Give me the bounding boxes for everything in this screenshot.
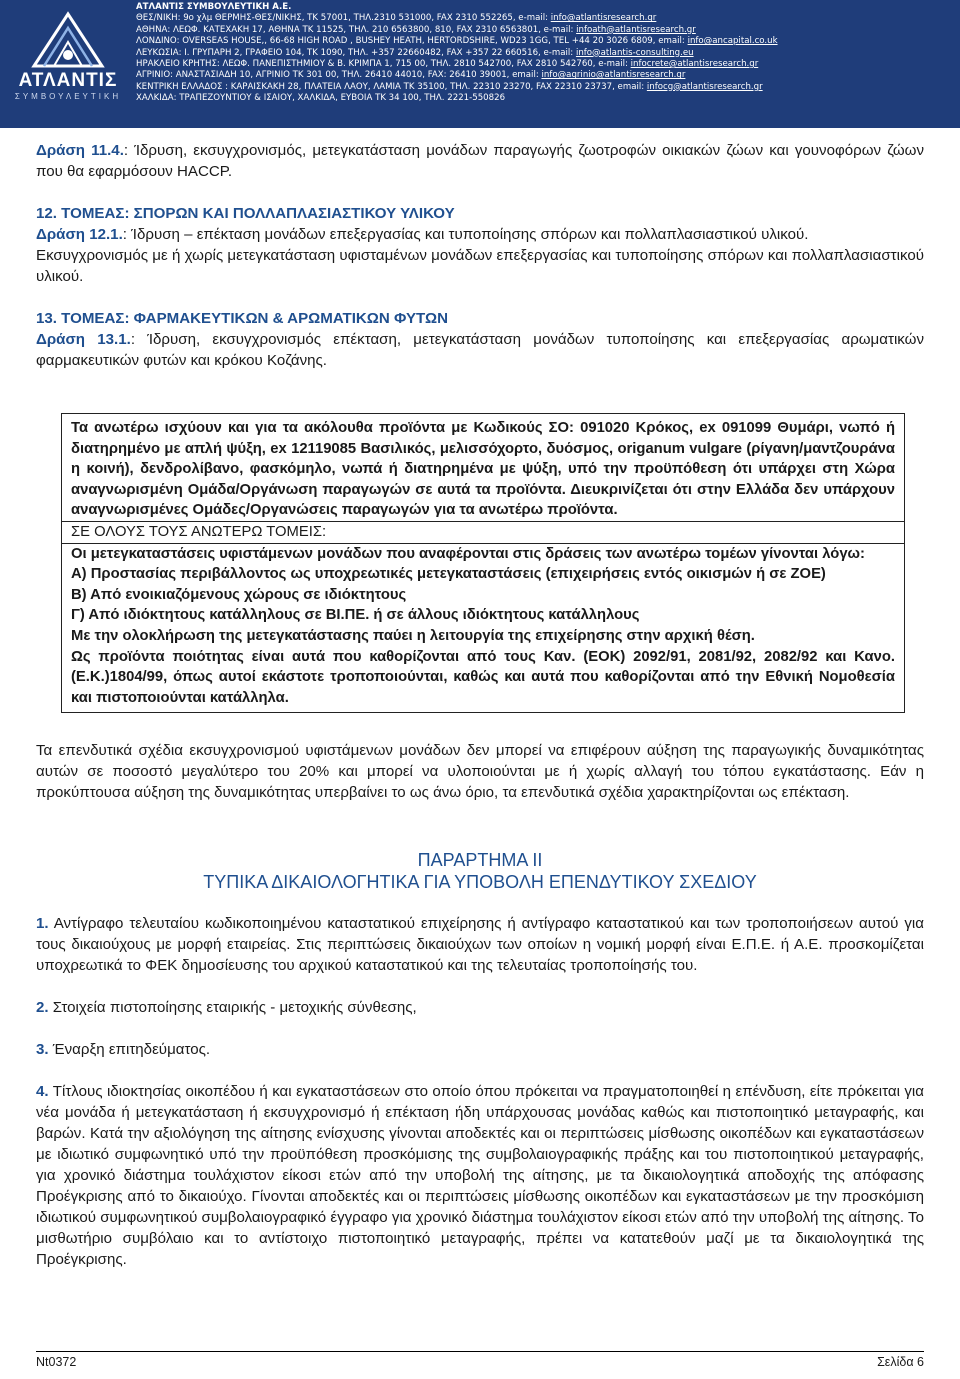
contact-line bbox=[136, 93, 954, 104]
document-body bbox=[36, 140, 924, 371]
action-12-1-extra: Εκσυγχρονισμός με ή χωρίς μετεγκατάσταση υφισταμένων μονάδων επεξεργασίας και τυποποίησης σπόρων και πολλαπλασιαστικού υλικού. bbox=[36, 247, 924, 285]
annex-item bbox=[36, 1039, 924, 1060]
email-link[interactable]: infocg@atlantisresearch.gr bbox=[646, 81, 763, 92]
email-link[interactable]: info@ancapital.co.uk bbox=[687, 36, 778, 47]
item-text: Στοιχεία πιστοποίησης εταιρικής - μετοχικής σύνθεσης, bbox=[48, 999, 417, 1016]
contact-line bbox=[136, 25, 954, 36]
email-link[interactable]: info@agrinio@atlantisresearch.gr bbox=[541, 70, 686, 81]
relocation-reason-b: Β) Από ενοικιαζόμενους χώρους σε ιδιόκτητους bbox=[71, 586, 407, 603]
footer-divider bbox=[36, 1351, 924, 1352]
contact-text: ΗΡΑΚΛΕΙΟ ΚΡΗΤΗΣ: ΛΕΩΦ. ΠΑΝΕΠΙΣΤΗΜΙΟΥ & Β. ΚΡΙΜΠΑ 1, 715 00, ΤΗΛ. 2810 542700, FAX 2810 542760, e-mail: bbox=[136, 58, 631, 69]
logo-name: ΑΤΛΑΝΤΙΣ bbox=[18, 70, 118, 91]
contact-line bbox=[136, 36, 954, 47]
relocation-reason-a: Α) Προστασίας περιβάλλοντος ως υποχρεωτικές μετεγκαταστάσεις (επιχειρήσεις εντός οικισμών ή σε ΖΟΕ) bbox=[71, 566, 826, 583]
all-sectors-text: ΣΕ ΟΛΟΥΣ ΤΟΥΣ ΑΝΩΤΕΡΩ ΤΟΜΕΙΣ: bbox=[71, 523, 327, 540]
contact-text: ΘΕΣ/ΝΙΚΗ: 9ο χλμ ΘΕΡΜΗΣ-ΘΕΣ/ΝΙΚΗΣ, ΤΚ 57001, ΤΗΛ.2310 531000, FAX 2310 552265, e-mail: bbox=[136, 13, 551, 24]
item-text: Τίτλους ιδιοκτησίας οικοπέδου ή και εγκαταστάσεων στο οποίο όπου πρόκειται να πραγματοποιηθεί η επένδυση, είτε πρόκειται για νέα μονάδα ή μετεγκατάσταση ή εκσυγχρονισμό ή επέκταση ήδη υπάρχουσας μονάδας καθώς και πιστοποιητικό μεταγραφής, και βαρών. Κατά την αξιολόγηση της αίτησης ενίσχυσης γίνονται αποδεκτές και οι περιπτώσεις μίσθωσης οικοπέδων και εγκαταστάσεων με ιδιωτικό συμφωνητικό υπό την προϋπόθεση προσκόμισης της συμβολαιογραφικής πράξης και του πιστοποιητικού μεταγραφής, για χρονικό διάστημα τουλάχιστον είκοσι ετών από την υποβολή της αίτησης, με τα δικαιολογητικά αποδοχής της απόφασης Προέγκρισης από το δικαιούχο. Γίνονται αποδεκτές και οι περιπτώσεις μίσθωσης οικοπέδων και εγκαταστάσεων με την προσκόμιση ιδιωτικού συμφωνητικού συμβολαιογραφικό έγγραφο για χρονικό διάστημα τουλάχιστον είκοσι ετών από την υποβολή της αίτησης. Το μισθωτήριο συμβόλαιο και το αντίστοιχο πιστοποιητικό μεταγραφής, πρέπει να κατατεθούν μαζί με τα δικαιολογητικά της Προέγκρισης. bbox=[36, 1083, 924, 1268]
relocation-intro: Οι μετεγκαταστάσεις υφιστάμενων μονάδων που αναφέρονται στις δράσεις των ανωτέρω τομέων γίνονται λόγω: bbox=[71, 545, 865, 562]
action-text: : Ίδρυση, εκσυγχρονισμός επέκταση, μετεγκατάσταση μονάδων τυποποίησης και επεξεργασίας αρωματικών φαρμακευτικών φυτών και κρόκου Κοζάνης. bbox=[36, 331, 924, 369]
item-number: 2. bbox=[36, 999, 49, 1016]
item-text: Έναρξη επιτηδεύματος. bbox=[48, 1041, 211, 1058]
action-12-1 bbox=[36, 224, 924, 245]
letterhead bbox=[0, 0, 960, 128]
action-11-4 bbox=[36, 140, 924, 182]
relocation-completion: Με την ολοκλήρωση της μετεγκατάστασης παύει η λειτουργία της επιχείρησης στην αρχική θέση. bbox=[71, 627, 755, 644]
page-footer bbox=[36, 1355, 924, 1369]
sector-13-title: 13. ΤΟΜΕΑΣ: ΦΑΡΜΑΚΕΥΤΙΚΩΝ & ΑΡΩΜΑΤΙΚΩΝ ΦΥΤΩΝ bbox=[36, 310, 448, 327]
email-link[interactable]: info@atlantis-consulting.eu bbox=[575, 47, 694, 58]
logo-mark-icon bbox=[14, 8, 122, 72]
relocation-reason-c: Γ) Από ιδιόκτητους κατάλληλους σε ΒΙ.ΠΕ. ή σε άλλους ιδιόκτητους κατάλληλους bbox=[71, 607, 640, 624]
document-body-continued bbox=[36, 740, 924, 1270]
action-label: Δράση 13.1. bbox=[36, 331, 131, 348]
item-text: Αντίγραφο τελευταίου κωδικοποιημένου καταστατικού επιχείρησης ή αντίγραφο καταστατικού και των τροποποιήσεων αυτού για τους δικαιούχους με μορφή εταιρείας. Στις περιπτώσεις δικαιούχων των οποίων η νομική μορφή είναι Ε.Π.Ε. ή Α.Ε. προσκομίζεται υποχρεωτικά το ΦΕΚ δημοσίευσης του αρχικού καταστατικού και της τελευταίας τροποποίησής του. bbox=[36, 915, 924, 974]
email-link[interactable]: infoath@atlantisresearch.gr bbox=[576, 24, 696, 35]
annex-title: ΠΑΡΑΡΤΗΜΑ ΙΙ bbox=[417, 850, 543, 870]
action-13-1 bbox=[36, 329, 924, 371]
annex-item bbox=[36, 1081, 924, 1270]
email-link[interactable]: infocrete@atlantisresearch.gr bbox=[630, 58, 759, 69]
contact-line bbox=[136, 82, 954, 93]
sector-12-title: 12. ΤΟΜΕΑΣ: ΣΠΟΡΩΝ ΚΑΙ ΠΟΛΛΑΠΛΑΣΙΑΣΤΙΚΟΥ ΥΛΙΚΟΥ bbox=[36, 205, 455, 222]
contact-line bbox=[136, 48, 954, 59]
quality-products: Ως προϊόντα ποιότητας είναι αυτά που καθορίζονται από τους Καν. (ΕΟΚ) 2092/91, 2081/92, 2082/92 και Κανο. (Ε.Κ.)1804/99, όπως αυτοί εκάστοτε τροποποιούνται, καθώς και αυτά που καθορίζονται από την Εθνική Νομοθεσία και πιστοποιούνται κατάλληλα. bbox=[71, 648, 895, 706]
contact-text: ΚΕΝΤΡΙΚΗ ΕΛΛΑΔΟΣ : ΚΑΡΑΙΣΚΑΚΗ 28, ΠΛΑΤΕΙΑ ΛΑΟΥ, ΛΑΜΙΑ ΤΚ 35100, ΤΗΛ. 22310 23270, FAX 22310 23737, email: bbox=[136, 81, 647, 92]
contact-text: ΑΘΗΝΑ: ΛΕΩΦ. ΚΑΤΕΧΑΚΗ 17, ΑΘΗΝΑ ΤΚ 11525, ΤΗΛ. 210 6563800, 810, FAX 2310 6563801, e-mail: bbox=[136, 24, 577, 35]
contact-line bbox=[136, 59, 954, 70]
action-label: Δράση 11.4. bbox=[36, 142, 124, 159]
action-text: : Ίδρυση – επέκταση μονάδων επεξεργασίας και τυποποίησης σπόρων και πολλαπλασιαστικού υλικού. bbox=[122, 226, 809, 243]
annex-item bbox=[36, 997, 924, 1018]
action-label: Δράση 12.1. bbox=[36, 226, 123, 243]
capacity-paragraph: Τα επενδυτικά σχέδια εκσυγχρονισμού υφιστάμενων μονάδων δεν μπορεί να επιφέρουν αύξηση της παραγωγικής δυναμικότητας αυτών σε ποσοστό μεγαλύτερο του 20% και μπορεί να υλοποιούνται με ή χωρίς αλλαγή του τόπου εγκατάστασης. Εάν η προκύπτουσα αύξηση της δυναμικότητας υπερβαίνει το ως άνω όριο, τα επενδυτικά σχέδια χαρακτηρίζονται ως επέκταση. bbox=[36, 742, 924, 801]
company-name: ΑΤΛΑΝΤΙΣ ΣΥΜΒΟΥΛΕΥΤΙΚΗ Α.Ε. bbox=[136, 2, 292, 12]
annex-item bbox=[36, 913, 924, 976]
contact-line bbox=[136, 13, 954, 24]
action-text: : Ίδρυση, εκσυγχρονισμός, μετεγκατάσταση μονάδων παραγωγής ζωοτροφών οικιακών ζώων και γουνοφόρων ζώων που θα εφαρμόσουν HACCP. bbox=[36, 142, 924, 180]
contact-text: ΧΑΛΚΙΔΑ: ΤΡΑΠΕΖΟΥΝΤΙΟΥ & ΙΣΑΙΟΥ, ΧΑΛΚΙΔΑ, ΕΥΒΟΙΑ ΤΚ 34 100, ΤΗΛ. 2221-550826 bbox=[136, 93, 506, 104]
contact-text: ΛΟΝΔΙΝΟ: OVERSEAS HOUSE,, 66-68 HIGH ROAD , BUSHEY HEATH, HERTORDSHIRE, WD23 1GG, TEL +44 20 3026 6809, email: bbox=[136, 36, 688, 47]
contact-line bbox=[136, 70, 954, 81]
email-link[interactable]: info@atlantisresearch.gr bbox=[550, 13, 657, 24]
item-number: 4. bbox=[36, 1083, 49, 1100]
contact-text: ΛΕΥΚΩΣΙΑ: Ι. ΓΡΥΠΑΡΗ 2, ΓΡΑΦΕΙΟ 104, ΤΚ 1090, ΤΗΛ. +357 22660482, FAX +357 22 660516, e-mail: bbox=[136, 47, 576, 58]
document-code: Nt0372 bbox=[36, 1355, 77, 1369]
item-number: 3. bbox=[36, 1041, 49, 1058]
item-number: 1. bbox=[36, 915, 49, 932]
all-sectors-heading bbox=[62, 521, 904, 544]
products-note-box bbox=[61, 413, 905, 713]
page-number: Σελίδα 6 bbox=[877, 1355, 924, 1369]
products-paragraph: Τα ανωτέρω ισχύουν και για τα ακόλουθα προϊόντα με Κωδικούς ΣΟ: 091020 Κρόκος, ex 091099 Θυμάρι, νωπό ή διατηρημένο με απλή ψύξη, ex 12119085 Βασιλικός, μελισσόχορτο, δυόσμος, origanum vulgare (ρίγανη/μαντζουράνα η κοινή), δενδρολίβανο, φασκόμηλο, νωπά ή διατηρημένα με ψύξη, υπό την προϋπόθεση ότι υπάρχει στη Χώρα αναγνωρισμένη Ομάδα/Οργάνωση παραγωγών σε αυτά τα προϊόντα. Διευκρινίζεται ότι στην Ελλάδα δεν υπάρχουν αναγνωρισμένες Ομάδες/Οργανώσεις παραγωγών για τα ανωτέρω προϊόντα. bbox=[71, 420, 895, 519]
annex-subtitle: ΤΥΠΙΚΑ ΔΙΚΑΙΟΛΟΓΗΤΙΚΑ ΓΙΑ ΥΠΟΒΟΛΗ ΕΠΕΝΔΥΤΙΚΟΥ ΣΧΕΔΙΟΥ bbox=[203, 872, 757, 892]
logo-tagline: ΣΥΜΒΟΥΛΕΥΤΙΚΗ bbox=[14, 92, 122, 101]
contact-text: ΑΓΡΙΝΙΟ: ΑΝΑΣΤΑΣΙΑΔΗ 10, ΑΓΡΙΝΙΟ ΤΚ 301 00, ΤΗΛ. 26410 44010, FAX: 26410 39001, email: bbox=[136, 70, 542, 81]
atlantis-logo bbox=[14, 8, 122, 118]
contact-list bbox=[136, 2, 954, 105]
